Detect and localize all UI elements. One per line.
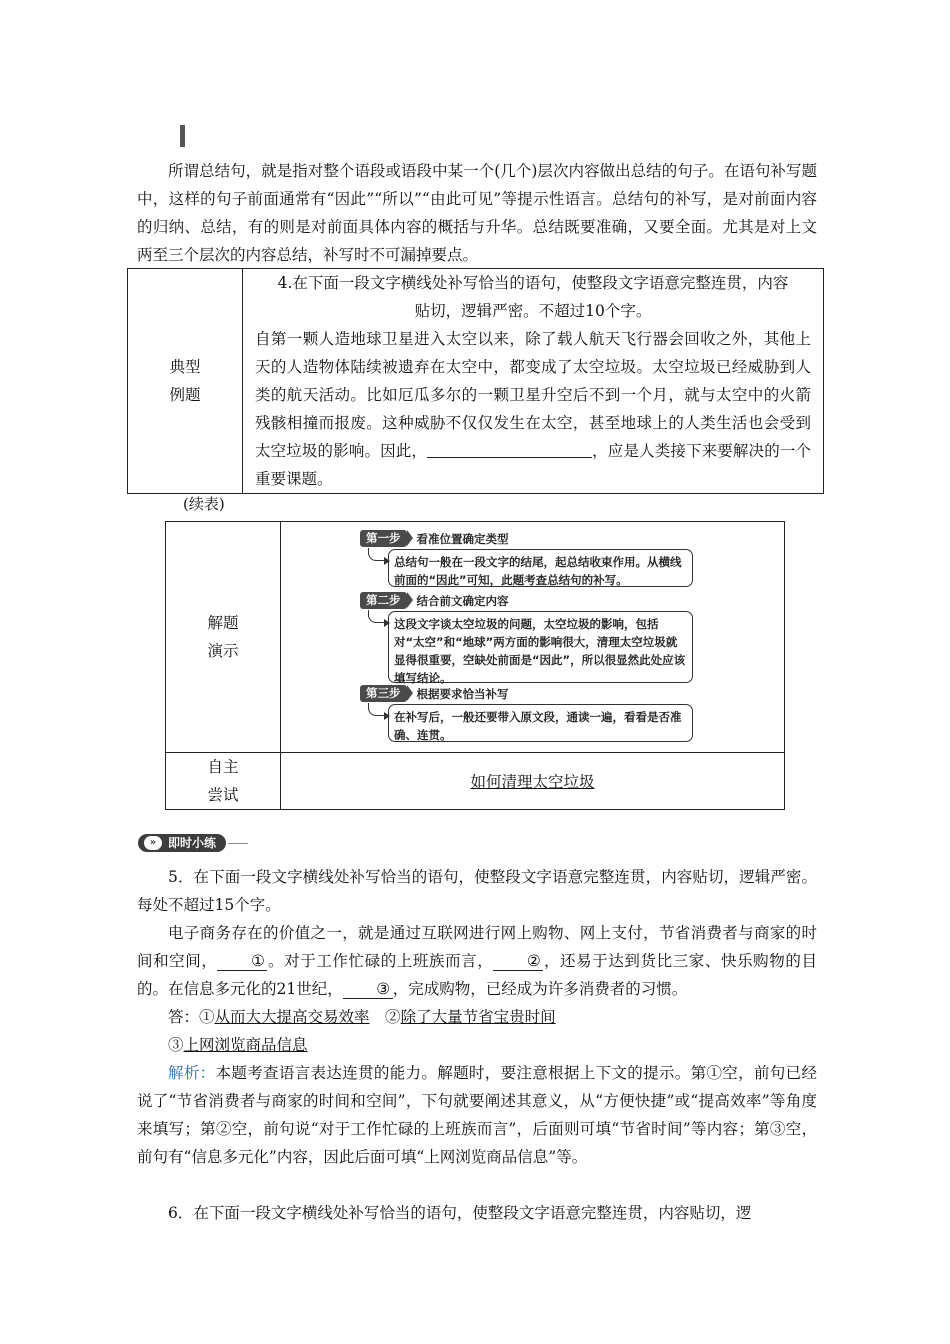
example-table <box>127 268 824 494</box>
section-marker <box>180 125 185 147</box>
q5-analysis: 解析：本题考查语言表达连贯的能力。解题时，要注意根据上下文的提示。第①空，前句已经说了“节省消费者与商家的时间和空间”，下句就要阐述其意义，从“方便快捷”或“提高效率”等角度来填写；第②空，前句说“对于工作忙碌的上班族而言”，后面则可填“节省时间”等内容；第③空，前句有“信息多元化”内容，因此后面可填“上网浏览商品信息”等。 <box>137 1064 817 1166</box>
arrow-icon <box>368 610 385 623</box>
solution-steps-cell <box>281 522 785 753</box>
answer-blank <box>427 439 592 458</box>
step-3-header <box>360 685 509 702</box>
step-1-title: 看准位置确定类型 <box>416 531 509 546</box>
double-chevron-icon: » <box>144 836 162 850</box>
q5-answer-2: 除了大量节省宝贵时间 <box>400 1008 556 1026</box>
example-content <box>243 269 824 494</box>
practice-title: 即时小练 <box>168 836 217 850</box>
step-2-text: 这段文字谈太空垃圾的问题，太空垃圾的影响，包括对“太空”和“地球”两方面的影响很大，清理太空垃圾就显得很重要，空缺处前面是“因此”，所以很显然此处应该填写结论。 <box>388 611 693 683</box>
q5-blank-3: ③ <box>343 980 393 999</box>
arrow-icon <box>368 548 385 561</box>
q6-stem: 6．在下面一段文字横线处补写恰当的语句，使整段文字语意完整连贯，内容贴切，逻 <box>168 1204 752 1222</box>
solution-table <box>165 521 785 810</box>
analysis-label: 解析： <box>168 1064 216 1082</box>
solution-label: 解题 演示 <box>166 522 281 753</box>
self-try-answer-cell <box>281 753 785 810</box>
example-question: 4.在下面一段文字横线处补写恰当的语句，使整段文字语意完整连贯，内容 贴切，逻辑严密。不超过10个字。 <box>277 274 789 320</box>
solution-steps <box>360 527 705 747</box>
q5-answer-1: 从而大大提高交易效率 <box>214 1008 370 1026</box>
step-3-tag: 第三步 <box>360 685 407 702</box>
q5-passage: 电子商务存在的价值之一，就是通过互联网进行网上购物、网上支付，节省消费者与商家的时间和空间， ① 。对于工作忙碌的上班族而言， ② ，还易于达到货比三家、快乐购物的目的。在信息多元化的21世纪， ③ ，完成购物，已经成为许多消费者的习惯。 <box>137 924 817 998</box>
intro-paragraph: 所谓总结句，就是指对整个语段或语段中某一个(几个)层次内容做出总结的句子。在语句补写题中，这样的句子前面通常有“因此”“所以”“由此可见”等提示性语言。总结句的补写，是对前面内容的归纳、总结，有的则是对前面具体内容的概括与升华。总结既要准确，又要全面。尤其是对上文两至三个层次的内容总结，补写时不可漏掉要点。 <box>137 162 817 264</box>
arrow-icon <box>368 703 385 716</box>
example-label: 典型 例题 <box>128 269 243 494</box>
self-try-label: 自主 尝试 <box>166 753 281 810</box>
q5-answer-3-line: ③上网浏览商品信息 <box>168 1036 308 1054</box>
self-try-answer: 如何清理太空垃圾 <box>470 773 595 791</box>
q5-answer-3: 上网浏览商品信息 <box>183 1036 308 1054</box>
q5-blank-2: ② <box>493 952 543 971</box>
q5-blank-1: ① <box>217 952 267 971</box>
practice-header <box>138 834 248 852</box>
step-2-header <box>360 592 509 609</box>
step-3-text: 在补写后，一般还要带入原文段，通读一遍，看看是否准确、连贯。 <box>388 704 693 742</box>
q5-answer: 答：①从而大大提高交易效率 ②除了大量节省宝贵时间 <box>168 1008 556 1026</box>
step-1-tag: 第一步 <box>360 530 407 547</box>
step-1-text: 总结句一般在一段文字的结尾，起总结收束作用。从横线前面的“因此”可知，此题考查总结句的补写。 <box>388 549 693 587</box>
example-passage: 自第一颗人造地球卫星进入太空以来，除了载人航天飞行器会回收之外，其他上天的人造物体陆续被遗弃在太空中，都变成了太空垃圾。太空垃圾已经威胁到人类的航天活动。比如厄瓜多尔的一颗卫星升空后不到一个月，就与太空中的火箭残骸相撞而报废。这种威胁不仅仅发生在太空，甚至地球上的人类生活也会受到太空垃圾的影响。因此， ，应是人类接下来要解决的一个重要课题。 <box>255 330 811 488</box>
q5-stem: 5．在下面一段文字横线处补写恰当的语句，使整段文字语意完整连贯，内容贴切，逻辑严密。每处不超过15个字。 <box>137 868 817 914</box>
step-3-title: 根据要求恰当补写 <box>416 686 509 701</box>
step-1-header <box>360 530 509 547</box>
step-2-tag: 第二步 <box>360 592 407 609</box>
continued-label: (续表) <box>183 495 225 513</box>
step-2-title: 结合前文确定内容 <box>416 593 509 608</box>
